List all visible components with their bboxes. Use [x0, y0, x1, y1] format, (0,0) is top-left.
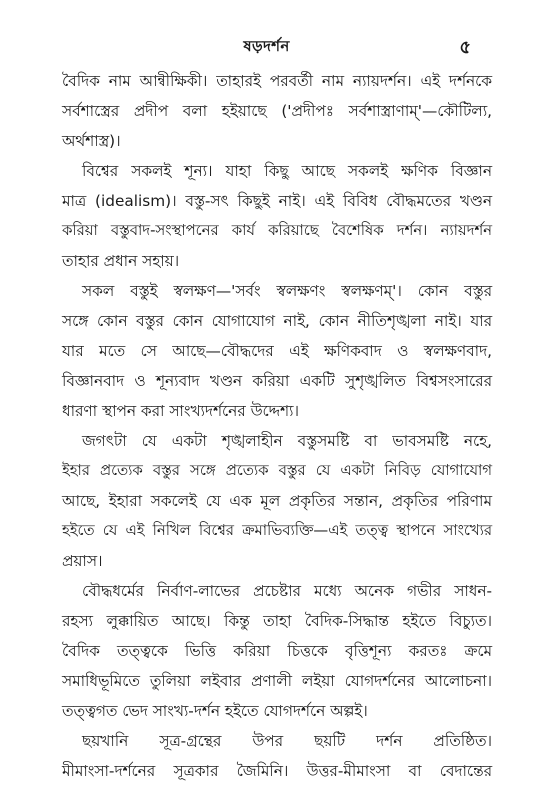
- text-line: সর্বশাস্ত্রের প্রদীপ বলা হইয়াছে ('প্রদীপঃ সর্বশাস্ত্রাণাম্'—কৌটিল্য,: [62, 102, 492, 120]
- text-line: সঙ্গে কোন বস্তুর কোন যোগাযোগ নাই, কোন নীতিশৃঙ্খলা নাই। যার: [62, 312, 492, 330]
- text-line: করিয়া বস্তুবাদ-সংস্থাপনের কার্য করিয়াছে বৈশেষিক দর্শন। ন্যায়দর্শন: [62, 222, 492, 239]
- paragraph-first-line: বিশ্বের সকলই শূন্য। যাহা কিছু আছে সকলই ক্ষণিক বিজ্ঞান: [82, 162, 492, 180]
- page-header: [0, 35, 533, 63]
- text-line: অর্থশাস্ত্র)।: [62, 132, 121, 150]
- text-line: তাহার প্রধান সহায়।: [62, 252, 180, 270]
- running-title: ষড়দর্শন: [243, 37, 290, 55]
- text-line: রহস্য লুক্কায়িত আছে। কিন্তু তাহা বৈদিক-সিদ্ধান্ত হইতে বিচ্যুত।: [62, 612, 492, 630]
- paragraph-first-line: জগৎটা যে একটা শৃঙ্খলাহীন বস্তুসমষ্টি বা ভাবসমষ্টি নহে,: [82, 432, 492, 450]
- text-line: বৈদিক নাম আন্বীক্ষিকী। তাহারই পরবর্তী নাম ন্যায়দর্শন। এই দর্শনকে: [62, 72, 492, 90]
- text-line: ধারণা স্থাপন করা সাংখ্যদর্শনের উদ্দেশ্য।: [62, 402, 299, 420]
- text-line: মাত্র (idealism)। বস্তু-সৎ কিছুই নাই। এই বিবিধ বৌদ্ধমতের খণ্ডন: [62, 192, 492, 210]
- text-line: প্রয়াস।: [62, 552, 103, 570]
- text-line: বৈদিক তত্ত্বকে ভিত্তি করিয়া চিত্তকে বৃত্তিশূন্য করতঃ ক্রমে: [62, 642, 492, 660]
- paragraph-first-line: সকল বস্তুই স্বলক্ষণ—'সর্বং স্বলক্ষণং স্বলক্ষণম্'। কোন বস্তুর: [82, 282, 492, 300]
- text-line: আছে, ইহারা সকলেই যে এক মূল প্রকৃতির সন্তান, প্রকৃতির পরিণাম: [62, 492, 492, 510]
- text-line: যার মতে সে আছে—বৌদ্ধদের এই ক্ষণিকবাদ ও স্বলক্ষণবাদ,: [62, 342, 492, 360]
- paragraph-first-line: ছয়খানি সূত্র-গ্রন্থের উপর ছয়টি দর্শন প্রতিষ্ঠিত।: [82, 732, 492, 750]
- paragraph-first-line: বৌদ্ধধর্মের নির্বাণ-লাভের প্রচেষ্টার মধ্যে অনেক গভীর সাধন-: [82, 582, 492, 600]
- text-line: হইতে যে এই নিখিল বিশ্বের ক্রমাভিব্যক্তি—এই তত্ত্ব স্থাপনে সাংখ্যের: [62, 522, 492, 539]
- text-line: বিজ্ঞানবাদ ও শূন্যবাদ খণ্ডন করিয়া একটি সুশৃঙ্খলিত বিশ্বসংসারের: [62, 372, 492, 390]
- text-line: মীমাংসা-দর্শনের সূত্রকার জৈমিনি। উত্তর-মীমাংসা বা বেদান্তের: [62, 762, 492, 780]
- page-number: ৫: [459, 37, 471, 58]
- body-text: [62, 66, 492, 786]
- text-line: তত্ত্বগত ভেদ সাংখ্য-দর্শন হইতে যোগদর্শনে অল্পই।: [62, 702, 368, 720]
- text-line: সমাধিভূমিতে তুলিয়া লইবার প্রণালী লইয়া যোগদর্শনের আলোচনা।: [62, 672, 492, 690]
- text-line: ইহার প্রত্যেক বস্তুর সঙ্গে প্রত্যেক বস্তুর যে একটা নিবিড় যোগাযোগ: [62, 462, 492, 479]
